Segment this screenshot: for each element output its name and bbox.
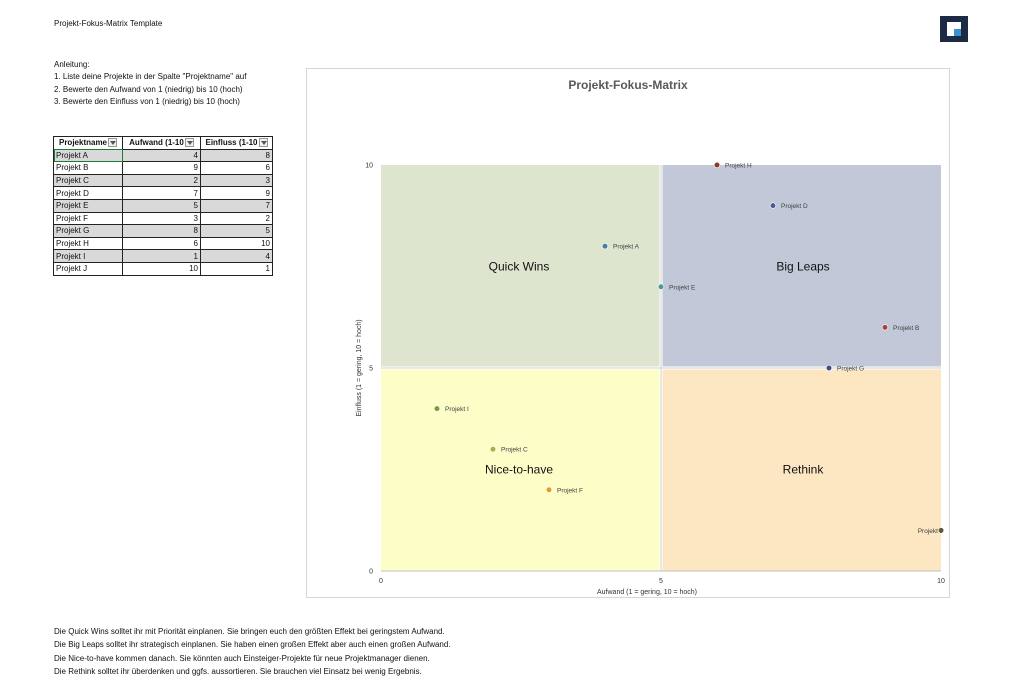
- table-row: [54, 225, 273, 238]
- data-point: [714, 162, 720, 168]
- instruction-step-3: 3. Bewerte den Einfluss von 1 (niedrig) bis 10 (hoch): [54, 97, 240, 107]
- note-nice-to-have: Die Nice-to-have kommen danach. Sie könnten auch Einsteiger-Projekte für neue Projektmanager dienen.: [54, 653, 430, 663]
- y-axis-label: Einfluss (1 = gering, 10 = hoch): [356, 319, 363, 417]
- data-point: [434, 406, 440, 412]
- data-label: Projekt G: [837, 365, 865, 373]
- y-tick-label: 0: [369, 568, 373, 576]
- x-tick-label: 5: [659, 578, 663, 585]
- data-point: [770, 203, 776, 209]
- document-title: Projekt-Fokus-Matrix Template: [54, 19, 163, 28]
- cell-projektname[interactable]: Projekt E: [54, 199, 123, 212]
- data-point: [546, 487, 552, 493]
- quadrant-label: Big Leaps: [776, 259, 830, 274]
- cell-aufwand[interactable]: 9: [123, 162, 201, 175]
- data-label: Projekt D: [781, 203, 808, 211]
- x-tick-label: 0: [379, 578, 383, 585]
- quadrant-label: Rethink: [782, 462, 824, 477]
- cell-aufwand[interactable]: 1: [123, 250, 201, 263]
- column-header-einfluss[interactable]: Einfluss (1-10: [201, 137, 273, 150]
- instruction-step-2: 2. Bewerte den Aufwand von 1 (niedrig) bis 10 (hoch): [54, 84, 243, 94]
- y-tick-label: 10: [365, 162, 373, 170]
- cell-einfluss[interactable]: 10: [201, 237, 273, 250]
- table-row: [54, 262, 273, 275]
- cell-aufwand[interactable]: 4: [123, 149, 201, 162]
- cell-aufwand[interactable]: 3: [123, 212, 201, 225]
- data-label: Projekt F: [557, 487, 584, 495]
- table-row: [54, 149, 273, 162]
- cell-aufwand[interactable]: 2: [123, 174, 201, 187]
- cell-einfluss[interactable]: 4: [201, 250, 273, 263]
- chart-container[interactable]: [306, 68, 950, 598]
- note-big-leaps: Die Big Leaps solltet ihr strategisch einplanen. Sie haben einen großen Effekt aber auch einen großen Aufwand.: [54, 640, 451, 650]
- cell-aufwand[interactable]: 8: [123, 225, 201, 238]
- notes: [54, 625, 451, 679]
- data-point: [826, 365, 832, 371]
- table-row: [54, 162, 273, 175]
- table-row: [54, 250, 273, 263]
- data-label: Projekt A: [613, 243, 640, 251]
- cell-einfluss[interactable]: 3: [201, 174, 273, 187]
- note-rethink: Die Rethink solltet ihr überdenken und ggfs. aussortieren. Sie brauchen viel Einsatz bei wenig Ergebnis.: [54, 667, 422, 677]
- data-point: [658, 284, 664, 290]
- column-header-projektname[interactable]: Projektname: [54, 137, 123, 150]
- cell-einfluss[interactable]: 6: [201, 162, 273, 175]
- x-tick-label: 10: [937, 578, 945, 585]
- cell-einfluss[interactable]: 5: [201, 225, 273, 238]
- filter-dropdown-icon[interactable]: [259, 138, 268, 147]
- table-row: [54, 237, 273, 250]
- cell-projektname[interactable]: Projekt F: [54, 212, 123, 225]
- note-quick-wins: Die Quick Wins solltet ihr mit Priorität einplanen. Sie bringen euch den größten Effekt bei geringstem Aufwand.: [54, 627, 445, 636]
- cell-projektname[interactable]: Projekt C: [54, 174, 123, 187]
- cell-aufwand[interactable]: 10: [123, 262, 201, 275]
- scatter-chart: [307, 69, 949, 597]
- data-label: Projekt C: [501, 446, 528, 454]
- quadrant-label: Quick Wins: [488, 259, 550, 274]
- instruction-step-1: 1. Liste deine Projekte in der Spalte "Projektname" auf: [54, 72, 247, 82]
- cell-aufwand[interactable]: 6: [123, 237, 201, 250]
- data-label: Projekt J: [917, 527, 943, 535]
- cell-projektname[interactable]: Projekt D: [54, 187, 123, 200]
- cell-projektname[interactable]: Projekt A: [54, 149, 123, 162]
- cell-aufwand[interactable]: 7: [123, 187, 201, 200]
- cell-einfluss[interactable]: 9: [201, 187, 273, 200]
- cell-einfluss[interactable]: 1: [201, 262, 273, 275]
- table-row: [54, 187, 273, 200]
- table-row: [54, 174, 273, 187]
- brand-logo-icon: [940, 16, 968, 42]
- cell-einfluss[interactable]: 2: [201, 212, 273, 225]
- data-label: Projekt B: [893, 324, 920, 332]
- table-header-row: [54, 137, 273, 150]
- data-label: Projekt I: [445, 406, 469, 414]
- filter-dropdown-icon[interactable]: [185, 138, 194, 147]
- instructions-heading: Anleitung:: [54, 60, 90, 69]
- cell-einfluss[interactable]: 7: [201, 199, 273, 212]
- x-axis-label: Aufwand (1 = gering, 10 = hoch): [596, 589, 698, 596]
- data-point: [882, 325, 888, 331]
- table-row: [54, 199, 273, 212]
- cell-projektname[interactable]: Projekt B: [54, 162, 123, 175]
- cell-einfluss[interactable]: 8: [201, 149, 273, 162]
- data-label: Projekt H: [725, 162, 752, 170]
- data-point: [490, 446, 496, 452]
- data-label: Projekt E: [669, 284, 696, 292]
- column-header-aufwand[interactable]: Aufwand (1-10: [123, 137, 201, 150]
- quadrant-label: Nice-to-have: [484, 462, 554, 477]
- instructions: [54, 59, 246, 109]
- filter-dropdown-icon[interactable]: [108, 138, 117, 147]
- table-row: [54, 212, 273, 225]
- cell-aufwand[interactable]: 5: [123, 199, 201, 212]
- data-point: [602, 243, 608, 249]
- project-table: [53, 136, 273, 276]
- chart-title: Projekt-Fokus-Matrix: [568, 78, 688, 92]
- y-tick-label: 5: [369, 365, 373, 373]
- cell-projektname[interactable]: Projekt H: [54, 237, 123, 250]
- cell-projektname[interactable]: Projekt G: [54, 225, 123, 238]
- cell-projektname[interactable]: Projekt J: [54, 262, 123, 275]
- cell-projektname[interactable]: Projekt I: [54, 250, 123, 263]
